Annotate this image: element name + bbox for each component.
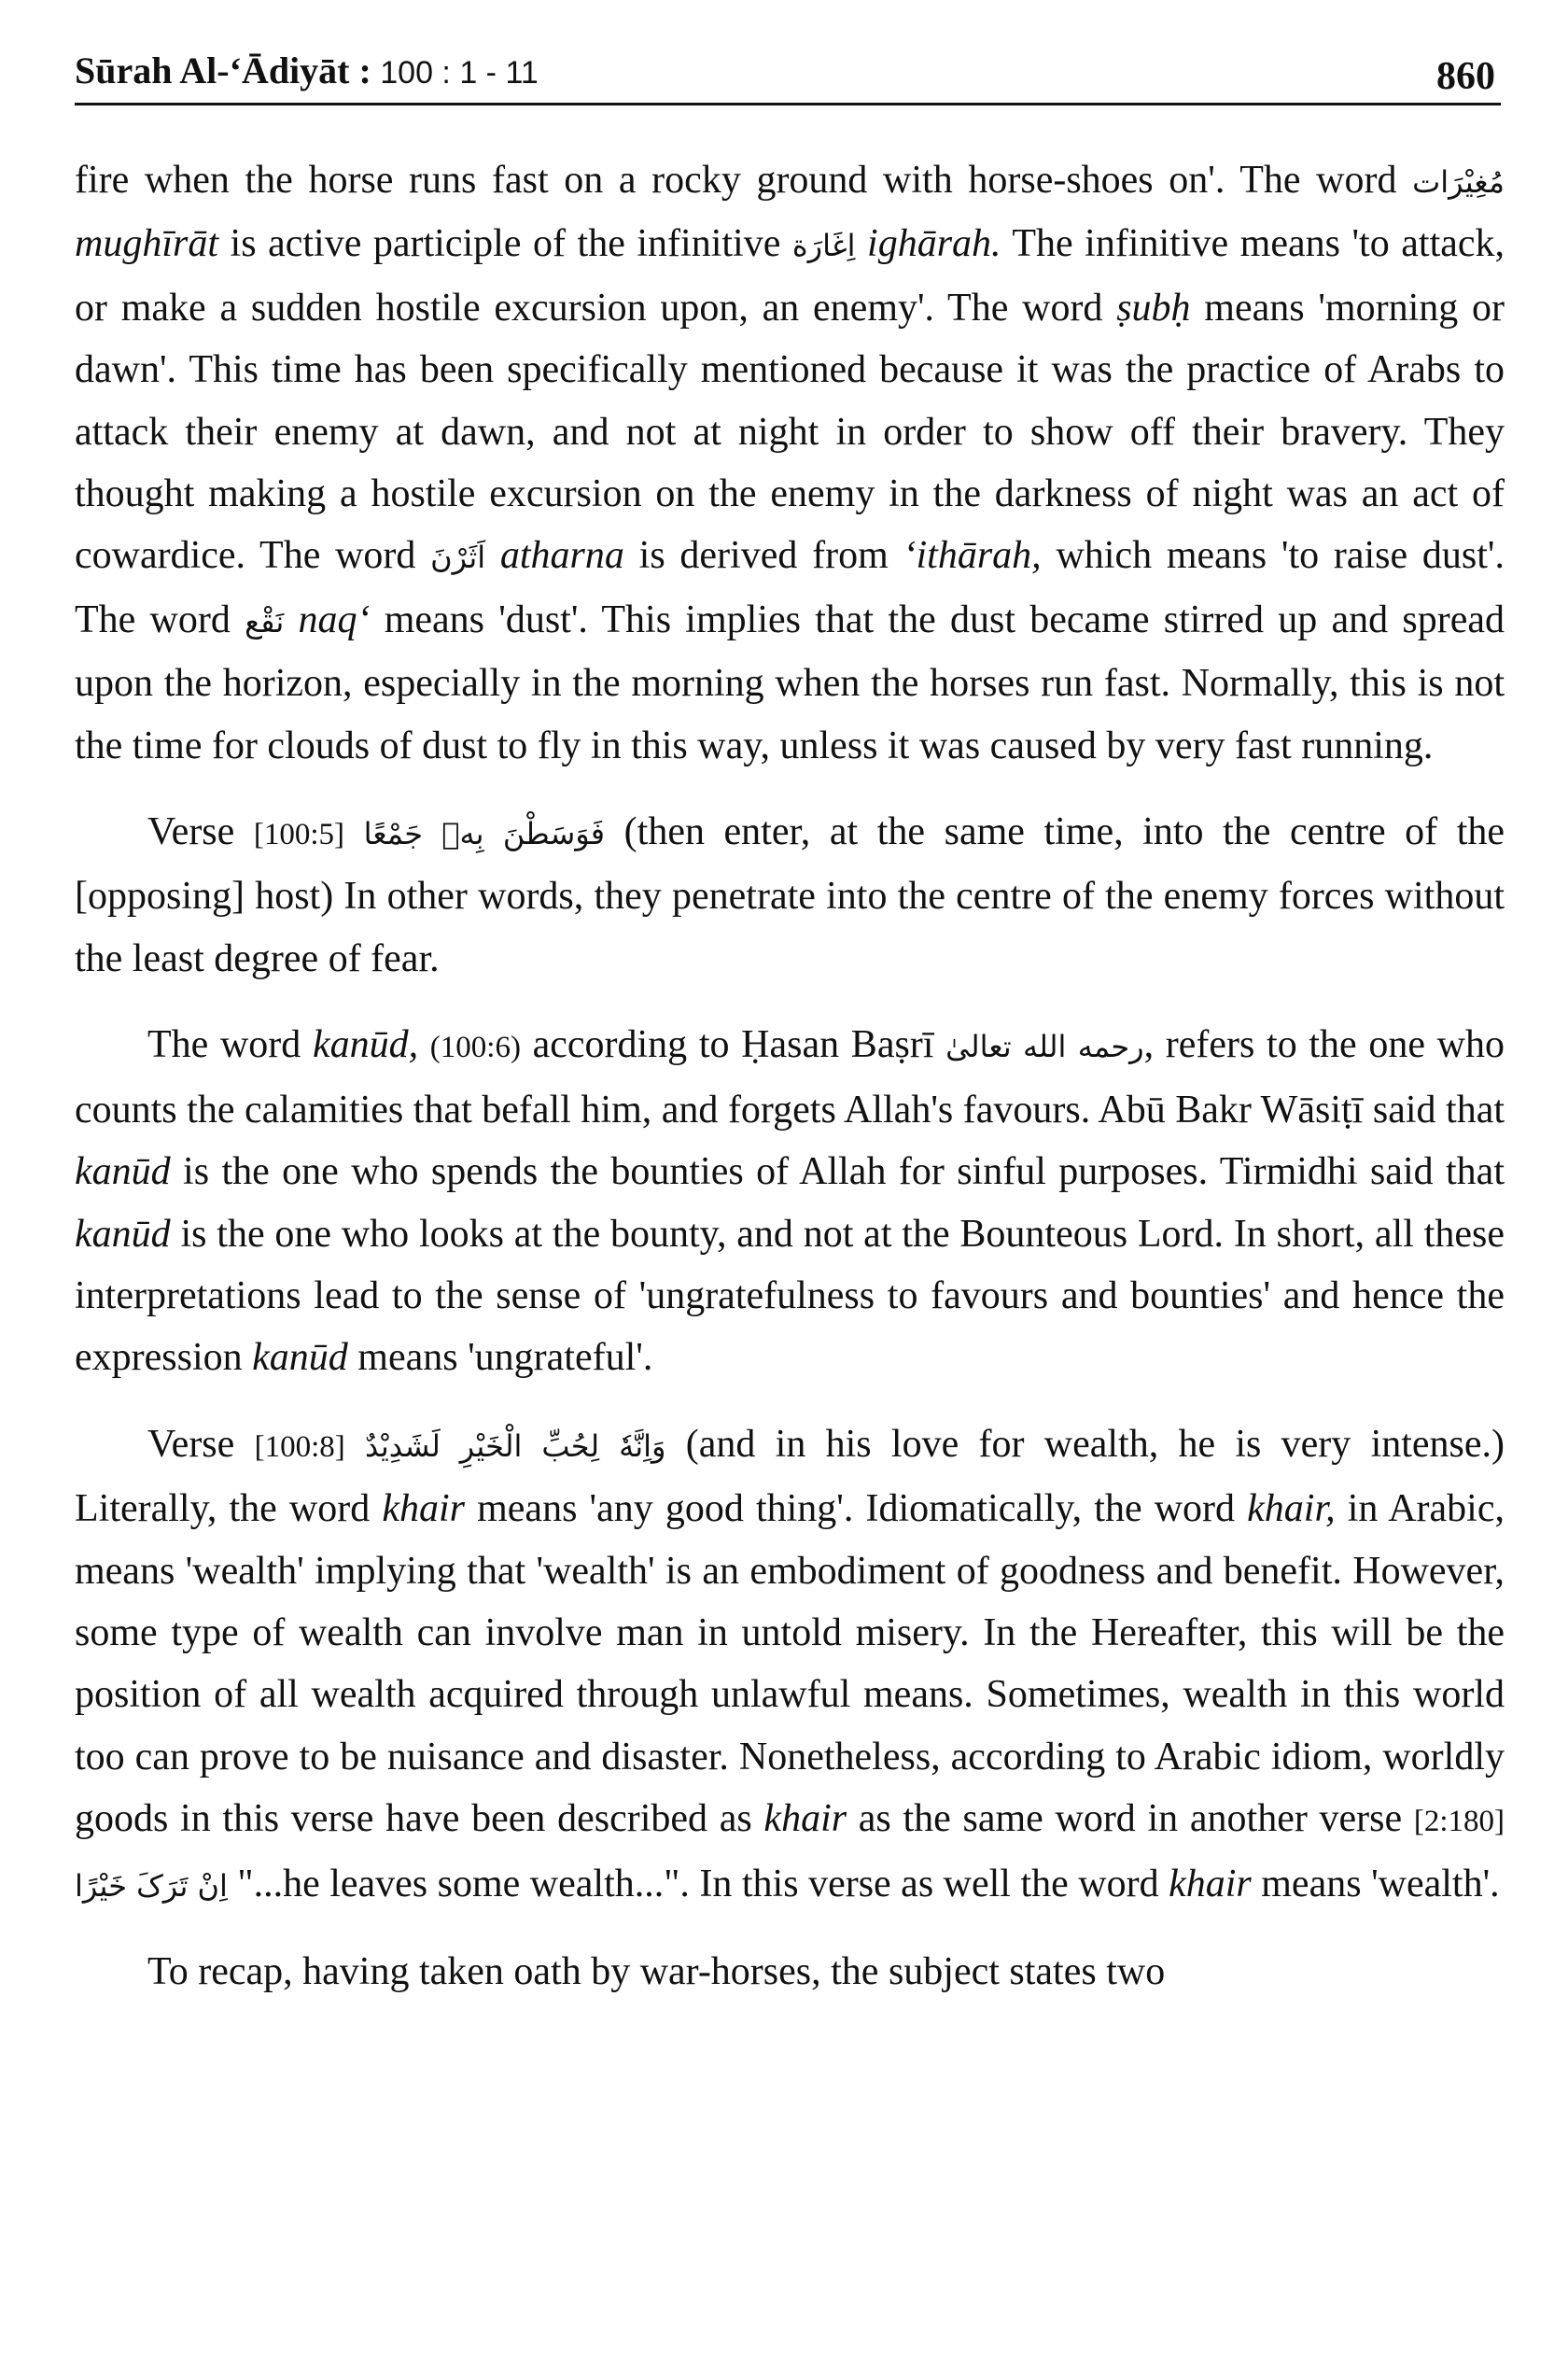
arabic-text: نَقْع	[245, 603, 285, 640]
paragraph-dust-explanation	[75, 149, 1505, 777]
italic-term: ‘ithārah,	[903, 534, 1042, 578]
body-text: The word	[147, 1023, 313, 1067]
body-text: which means 'to raise dust'. The word	[75, 534, 1505, 641]
paragraph-recap	[75, 1941, 1505, 2003]
body-text	[485, 534, 500, 577]
italic-term: naq‘	[298, 598, 371, 641]
italic-term: kanūd	[252, 1336, 348, 1380]
arabic-text: اِغَارَة	[791, 228, 856, 264]
body-text	[345, 1423, 365, 1466]
arabic-text: اَثَرْنَ	[430, 540, 486, 576]
running-header	[75, 45, 1501, 105]
body-text: (and in his love for wealth, he is very intense.) Literally, the word	[75, 1422, 1505, 1531]
body-text	[418, 1023, 430, 1066]
arabic-text: فَوَسَطْنَ بِهٖ جَمْعًا	[363, 816, 606, 852]
body-text	[344, 810, 364, 853]
body-text: The infinitive means 'to attack, or make a sudden hostile excursion upon, an enemy'. The word	[75, 222, 1505, 330]
italic-term: ighārah.	[867, 222, 1001, 266]
body-text: means 'any good thing'. Idiomatically, the word	[465, 1487, 1248, 1531]
body-text: means 'morning or dawn'. This time has been specifically mentioned because it was the practice of Arabs to attack their enemy at dawn, and not at night in order to show off their bravery. They thought making a hostile excursion on the enemy in the darkness of night was an act of cowardice. The word	[75, 286, 1505, 578]
body-text: means 'ungrateful'.	[347, 1336, 653, 1380]
body-text: "...he leaves some wealth...". In this verse as well the word	[227, 1862, 1169, 1905]
italic-term: khair	[382, 1487, 465, 1531]
commentary-body	[75, 149, 1505, 2003]
body-text: To recap, having taken oath by war-horses, the subject states two	[147, 1949, 1166, 1993]
body-text: is derived from	[623, 534, 903, 578]
italic-term: kanūd	[75, 1150, 171, 1194]
body-text: Verse	[147, 810, 254, 854]
verse-reference: (100:6)	[429, 1031, 521, 1065]
body-text: according to Ḥasan Baṣrī	[520, 1023, 946, 1067]
body-text: means 'dust'. This implies that the dust became stirred up and spread upon the horizon, especially in the morning when the horses run fast. Normally, this is not the time for clouds of dust to fly in this way, unless it was caused by very fast running.	[75, 598, 1505, 767]
italic-term: khair	[763, 1797, 847, 1841]
body-text	[855, 222, 867, 265]
surah-title	[75, 49, 539, 92]
arabic-text: اِنْ تَرَکَ خَيْرًا	[75, 1867, 228, 1904]
page-number: 860	[1436, 55, 1495, 98]
italic-term: kanūd,	[312, 1023, 419, 1067]
arabic-text: وَاِنَّهٗ لِحُبِّ الْخَيْرِ لَشَدِيْدٌ	[365, 1427, 666, 1464]
verse-reference: [2:180]	[1413, 1805, 1505, 1839]
verse-range: 100 : 1 - 11	[371, 55, 539, 91]
paragraph-verse-100-8	[75, 1413, 1505, 1917]
verse-reference: [100:5]	[253, 818, 345, 852]
body-text: is active participle of the infinitive	[218, 222, 792, 266]
arabic-text: مُغِيْرَات	[1412, 164, 1505, 200]
body-text: in Arabic, means 'wealth' implying that 'wealth' is an embodiment of goodness and benefit. However, some type of wealth can involve man in untold misery. In the Hereafter, this will be the position of all wealth acquired through unlawful means. Sometimes, wealth in this world too can prove to be nuisance and disaster. Nonetheless, according to Arabic idiom, worldly goods in this verse have been described as	[75, 1487, 1505, 1841]
paragraph-verse-100-5	[75, 801, 1505, 990]
italic-term: khair,	[1247, 1487, 1336, 1531]
arabic-text: رحمه الله تعالیٰ	[945, 1029, 1144, 1065]
body-text: Verse	[147, 1422, 255, 1466]
italic-term: ṣubḥ	[1116, 286, 1191, 330]
body-text: is the one who looks at the bounty, and not at the Bounteous Lord. In short, all these interpretations lead to the sense of 'ungratefulness to favours and bounties' and hence the expression	[75, 1212, 1505, 1380]
body-text: as the same word in another verse	[847, 1797, 1414, 1841]
italic-term: atharna	[499, 534, 624, 578]
surah-name: Sūrah Al-‘Ādiyāt :	[75, 49, 371, 91]
italic-term: kanūd	[75, 1212, 171, 1256]
body-text: fire when the horse runs fast on a rocky ground with horse-shoes on'. The word	[75, 159, 1413, 202]
body-text: is the one who spends the bounties of Allah for sinful purposes. Tirmidhi said that	[170, 1150, 1505, 1194]
body-text: means 'wealth'.	[1251, 1862, 1500, 1905]
paragraph-kanud	[75, 1014, 1505, 1388]
body-text	[284, 598, 298, 641]
body-text: (then enter, at the same time, into the centre of the [opposing] host) In other words, they penetrate into the centre of the enemy forces without the least degree of fear.	[75, 810, 1505, 980]
body-text: , refers to the one who counts the calamities that befall him, and forgets Allah's favours. Abū Bakr Wāsiṭī said that	[75, 1023, 1505, 1132]
italic-term: khair	[1169, 1862, 1252, 1905]
verse-reference: [100:8]	[254, 1429, 345, 1464]
italic-term: mughīrāt	[75, 222, 219, 266]
